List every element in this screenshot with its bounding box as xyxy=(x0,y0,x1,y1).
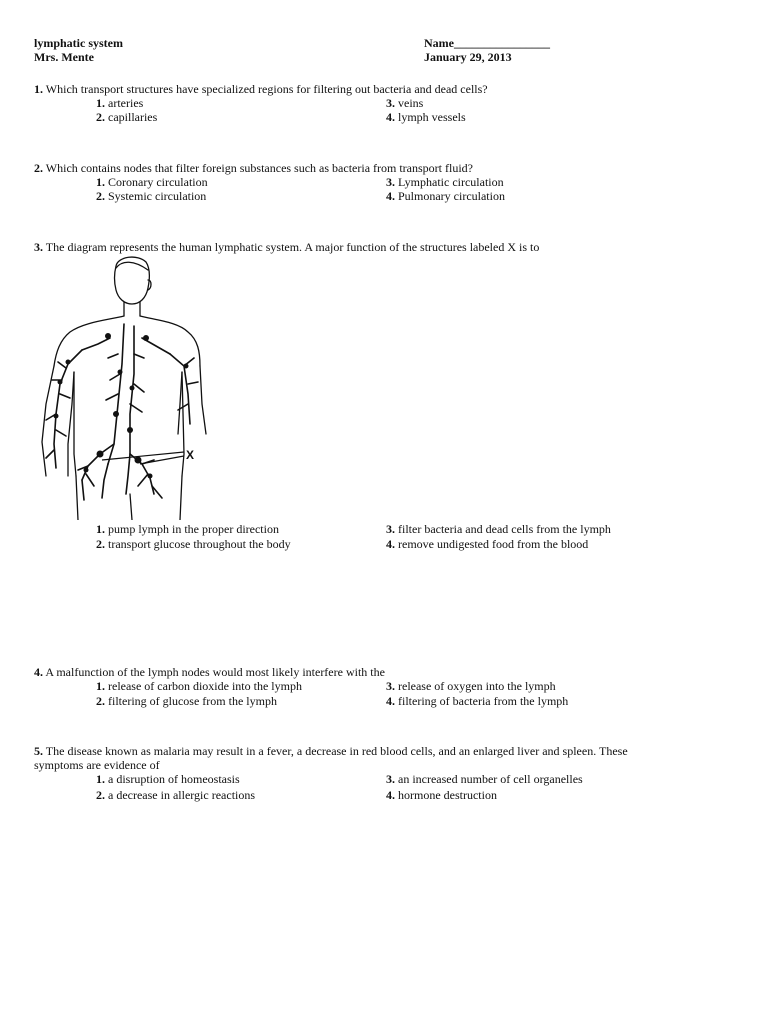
option-text: Pulmonary circulation xyxy=(398,189,505,203)
option-text: release of carbon dioxide into the lymph xyxy=(108,679,302,693)
option-number: 2. xyxy=(96,189,105,203)
option-number: 2. xyxy=(96,537,105,551)
option-text: Systemic circulation xyxy=(108,189,207,203)
q5-option-2[interactable] xyxy=(96,788,255,803)
option-text: arteries xyxy=(108,96,144,110)
question-text: The diagram represents the human lymphatic system. A major function of the structures labeled X is to xyxy=(45,240,540,254)
option-text: a decrease in allergic reactions xyxy=(108,788,256,802)
name-field[interactable] xyxy=(424,36,550,51)
option-text: a disruption of homeostasis xyxy=(108,772,240,786)
question-number: 4. xyxy=(34,665,43,679)
lymph-vessels xyxy=(46,324,198,500)
option-number: 1. xyxy=(96,175,105,189)
q1-option-4[interactable] xyxy=(386,110,466,125)
worksheet-title: lymphatic system xyxy=(34,36,123,50)
question-2 xyxy=(34,161,473,176)
x-pointer-lines xyxy=(102,452,184,464)
q1-option-2[interactable] xyxy=(96,110,157,125)
q3-option-4[interactable] xyxy=(386,537,588,552)
option-text: pump lymph in the proper direction xyxy=(108,522,279,536)
option-number: 4. xyxy=(386,694,395,708)
option-number: 3. xyxy=(386,772,395,786)
option-number: 3. xyxy=(386,175,395,189)
option-number: 1. xyxy=(96,772,105,786)
question-text: The disease known as malaria may result in a fever, a decrease in red blood cells, and an enlarged liver and spleen. These symptoms are evidence of xyxy=(34,744,628,772)
option-number: 3. xyxy=(386,96,395,110)
question-number: 2. xyxy=(34,161,43,175)
q4-option-1[interactable] xyxy=(96,679,302,694)
q3-option-3[interactable] xyxy=(386,522,611,537)
option-number: 4. xyxy=(386,537,395,551)
name-blank: ________________ xyxy=(454,36,550,50)
question-number: 3. xyxy=(34,240,43,254)
question-4 xyxy=(34,665,385,680)
q1-option-1[interactable] xyxy=(96,96,143,111)
question-1 xyxy=(34,82,488,97)
option-text: Coronary circulation xyxy=(108,175,208,189)
option-number: 1. xyxy=(96,96,105,110)
option-text: capillaries xyxy=(108,110,158,124)
option-text: release of oxygen into the lymph xyxy=(398,679,556,693)
option-number: 2. xyxy=(96,788,105,802)
q5-option-4[interactable] xyxy=(386,788,497,803)
option-number: 4. xyxy=(386,189,395,203)
option-number: 2. xyxy=(96,110,105,124)
question-number: 5. xyxy=(34,744,43,758)
option-text: remove undigested food from the blood xyxy=(398,537,589,551)
q3-option-1[interactable] xyxy=(96,522,279,537)
option-text: lymph vessels xyxy=(398,110,466,124)
q4-option-2[interactable] xyxy=(96,694,277,709)
q2-option-3[interactable] xyxy=(386,175,504,190)
option-number: 3. xyxy=(386,679,395,693)
q4-option-3[interactable] xyxy=(386,679,556,694)
question-number: 1. xyxy=(34,82,43,96)
question-text: Which transport structures have specialized regions for filtering out bacteria and dead cells? xyxy=(45,82,488,96)
option-text: an increased number of cell organelles xyxy=(398,772,583,786)
option-text: Lymphatic circulation xyxy=(398,175,504,189)
option-number: 3. xyxy=(386,522,395,536)
teacher-name: Mrs. Mente xyxy=(34,50,94,64)
question-5 xyxy=(34,744,664,772)
option-text: hormone destruction xyxy=(398,788,497,802)
body-outline xyxy=(42,257,206,520)
option-number: 4. xyxy=(386,788,395,802)
question-text: A malfunction of the lymph nodes would most likely interfere with the xyxy=(45,665,385,679)
q1-option-3[interactable] xyxy=(386,96,423,111)
x-label: X xyxy=(186,448,195,462)
q4-option-4[interactable] xyxy=(386,694,568,709)
option-text: filtering of bacteria from the lymph xyxy=(398,694,569,708)
option-number: 1. xyxy=(96,679,105,693)
q2-option-2[interactable] xyxy=(96,189,206,204)
worksheet-date: January 29, 2013 xyxy=(424,50,512,64)
option-text: filter bacteria and dead cells from the lymph xyxy=(398,522,611,536)
option-number: 1. xyxy=(96,522,105,536)
lymphatic-system-diagram xyxy=(38,254,208,520)
option-number: 2. xyxy=(96,694,105,708)
name-label: Name xyxy=(424,36,454,50)
q2-option-4[interactable] xyxy=(386,189,505,204)
q2-option-1[interactable] xyxy=(96,175,208,190)
option-text: veins xyxy=(398,96,424,110)
q5-option-1[interactable] xyxy=(96,772,240,787)
q3-option-2[interactable] xyxy=(96,537,291,552)
option-text: filtering of glucose from the lymph xyxy=(108,694,277,708)
question-3 xyxy=(34,240,539,255)
question-text: Which contains nodes that filter foreign substances such as bacteria from transport fluid? xyxy=(45,161,473,175)
option-number: 4. xyxy=(386,110,395,124)
q5-option-3[interactable] xyxy=(386,772,583,787)
option-text: transport glucose throughout the body xyxy=(108,537,291,551)
